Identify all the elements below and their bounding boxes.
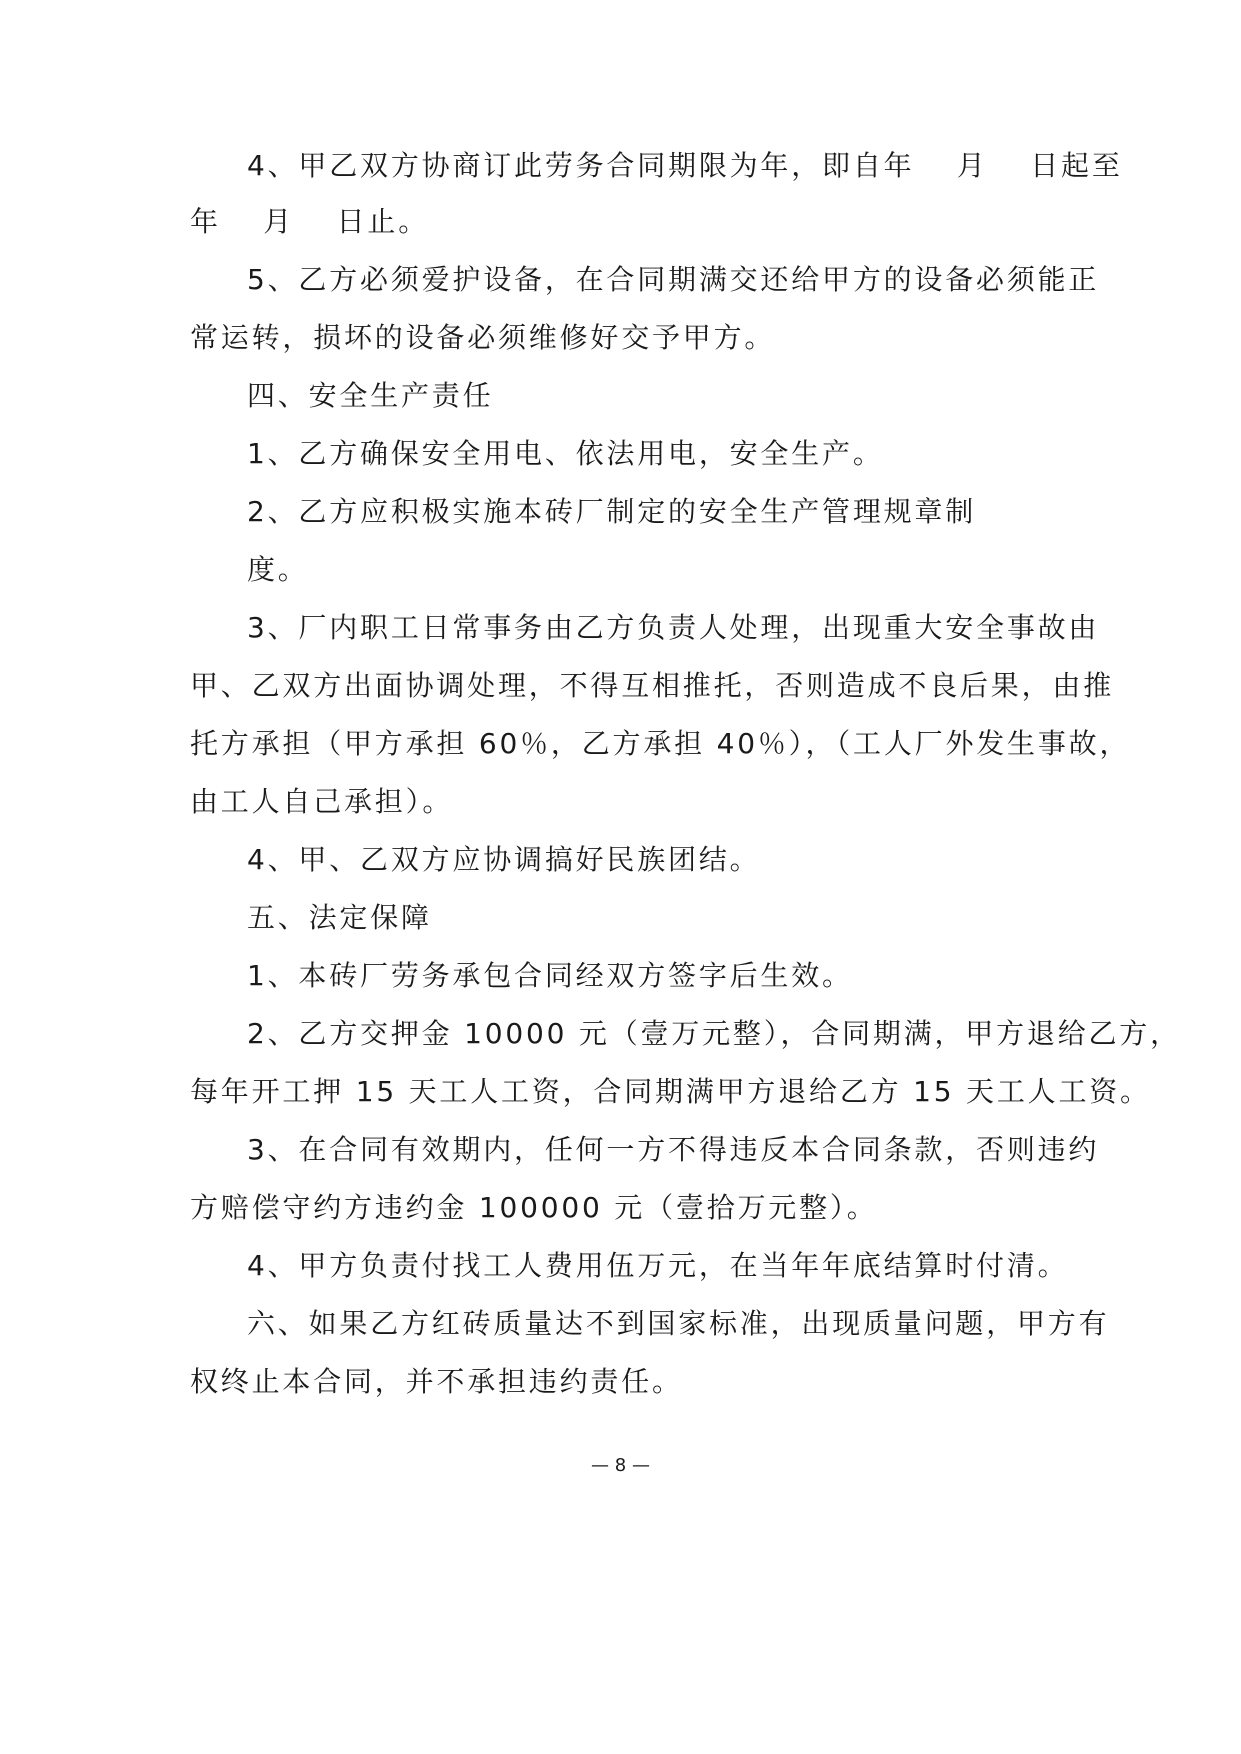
section-heading-safety: 四、安全生产责任 [247, 379, 494, 412]
clause-5-equipment-line-2: 常运转，损坏的设备必须维修好交予甲方。 [190, 321, 776, 354]
safety-clause-4: 4、甲、乙双方应协调搞好民族团结。 [247, 843, 761, 876]
safety-clause-3-line-4: 由工人自己承担）。 [190, 785, 454, 818]
clause-5-equipment-line-1: 5、乙方必须爱护设备，在合同期满交还给甲方的设备必须能正 [247, 263, 1100, 296]
legal-clause-2-line-2: 每年开工押 15 天工人工资，合同期满甲方退给乙方 15 天工人工资。 [190, 1075, 1151, 1108]
safety-clause-1: 1、乙方确保安全用电、依法用电，安全生产。 [247, 437, 884, 470]
page-number: — 8 — [591, 1455, 650, 1476]
safety-clause-3-line-2: 甲、乙双方出面协调处理，不得互相推托，否则造成不良后果，由推 [190, 669, 1115, 702]
legal-clause-2-line-1: 2、乙方交押金 10000 元（壹万元整），合同期满，甲方退给乙方， [247, 1017, 1181, 1050]
safety-clause-3-line-3: 托方承担（甲方承担 60％，乙方承担 40％），（工人厂外发生事故， [190, 727, 1131, 760]
legal-clause-3-line-1: 3、在合同有效期内，任何一方不得违反本合同条款，否则违约 [247, 1133, 1100, 1166]
clause-4-term-line-1: 4、甲乙双方协商订此劳务合同期限为年，即自年 月 日起至 [247, 149, 1123, 182]
legal-clause-1: 1、本砖厂劳务承包合同经双方签字后生效。 [247, 959, 853, 992]
safety-clause-3-line-1: 3、厂内职工日常事务由乙方负责人处理，出现重大安全事故由 [247, 611, 1100, 644]
section-six-line-1: 六、如果乙方红砖质量达不到国家标准，出现质量问题，甲方有 [247, 1307, 1110, 1340]
clause-4-term-line-2: 年 月 日止。 [190, 205, 430, 238]
section-heading-legal: 五、法定保障 [247, 901, 432, 934]
legal-clause-4: 4、甲方负责付找工人费用伍万元，在当年年底结算时付清。 [247, 1249, 1069, 1282]
safety-clause-2-line-2: 度。 [247, 553, 309, 586]
legal-clause-3-line-2: 方赔偿守约方违约金 100000 元（壹拾万元整）。 [190, 1191, 878, 1224]
safety-clause-2-line-1: 2、乙方应积极实施本砖厂制定的安全生产管理规章制 [247, 495, 977, 528]
section-six-line-2: 权终止本合同，并不承担违约责任。 [190, 1365, 683, 1398]
